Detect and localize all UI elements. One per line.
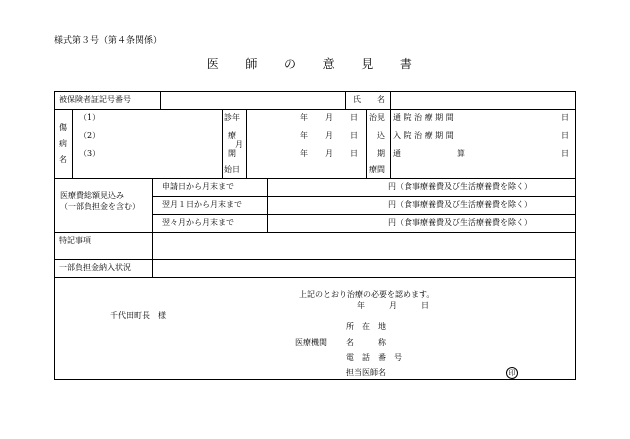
special-notes-label: 特記事項 [59, 236, 91, 245]
treatment-period-label-4: 療間 [369, 165, 385, 174]
date-month-1: 月 [325, 113, 333, 122]
date-month-2: 月 [325, 131, 333, 140]
document-title: 医 師 の 意 見 書 [206, 57, 424, 71]
treatment-period-label-2: 込 [377, 131, 385, 140]
exam-start-label-1: 診年 [224, 113, 240, 122]
exam-start-label-3: 開 [228, 149, 236, 158]
name-label: 氏 名 [353, 95, 385, 104]
disease-item-2: （2） [79, 131, 101, 140]
doctor-label: 担当医師名 [346, 368, 386, 377]
yen-note-1: 円（食事療養費及び生活療養費を除く） [388, 182, 532, 191]
institution-name-label: 名 称 [346, 338, 386, 347]
date-day-2: 日 [350, 131, 358, 140]
date-year-1: 年 [300, 113, 308, 122]
address-label: 所 在 地 [346, 322, 386, 331]
period-row-2: 翌月１日から月末まで [162, 200, 242, 209]
yen-note-3: 円（食事療養費及び生活療養費を除く） [388, 218, 532, 227]
date-month-3: 月 [325, 149, 333, 158]
exam-start-label-4: 始日 [224, 165, 240, 174]
period-row-3: 翌々月から月末まで [162, 218, 234, 227]
seal-mark: 印 [506, 367, 518, 379]
phone-label: 電 話 番 号 [346, 353, 402, 362]
date-day-1: 日 [350, 113, 358, 122]
exam-start-month-small: 月 [235, 140, 243, 149]
disease-label-char-3: 名 [59, 155, 67, 164]
inpatient-day-unit: 日 [561, 131, 569, 140]
date-year-3: 年 [300, 149, 308, 158]
exam-start-label-2: 療 [228, 131, 236, 140]
treatment-period-label-1: 治見 [369, 113, 385, 122]
outpatient-day-unit: 日 [561, 113, 569, 122]
outpatient-period-label: 通 院 治 療 期 間 [393, 113, 454, 122]
disease-item-1: （1） [79, 113, 101, 122]
disease-label-char-1: 傷 [59, 123, 67, 132]
total-day-unit: 日 [561, 149, 569, 158]
date-year-2: 年 [300, 131, 308, 140]
statement: 上記のとおり治療の必要を認めます。 [299, 290, 435, 299]
medical-cost-subtitle: （一部負担金を含む） [60, 202, 140, 211]
form-number: 様式第３号（第４条関係） [54, 36, 163, 46]
medical-cost-title: 医療費総額見込み [60, 191, 124, 200]
inpatient-period-label: 入 院 治 療 期 間 [393, 131, 454, 140]
insurance-number-label: 被保険者証記号番号 [59, 95, 131, 104]
yen-note-2: 円（食事療養費及び生活療養費を除く） [388, 200, 532, 209]
period-row-1: 申請日から月末まで [162, 182, 234, 191]
total-period-label: 通 算 [393, 149, 465, 158]
treatment-period-label-3: 期 [377, 149, 385, 158]
institution-label: 医療機関 [295, 338, 327, 347]
addressee: 千代田町長 様 [110, 311, 166, 320]
copayment-status-label: 一部負担金納入状況 [59, 263, 131, 272]
date-line: 年 月 日 [357, 301, 429, 310]
date-day-3: 日 [350, 149, 358, 158]
disease-item-3: （3） [79, 149, 101, 158]
disease-label-char-2: 病 [59, 139, 67, 148]
